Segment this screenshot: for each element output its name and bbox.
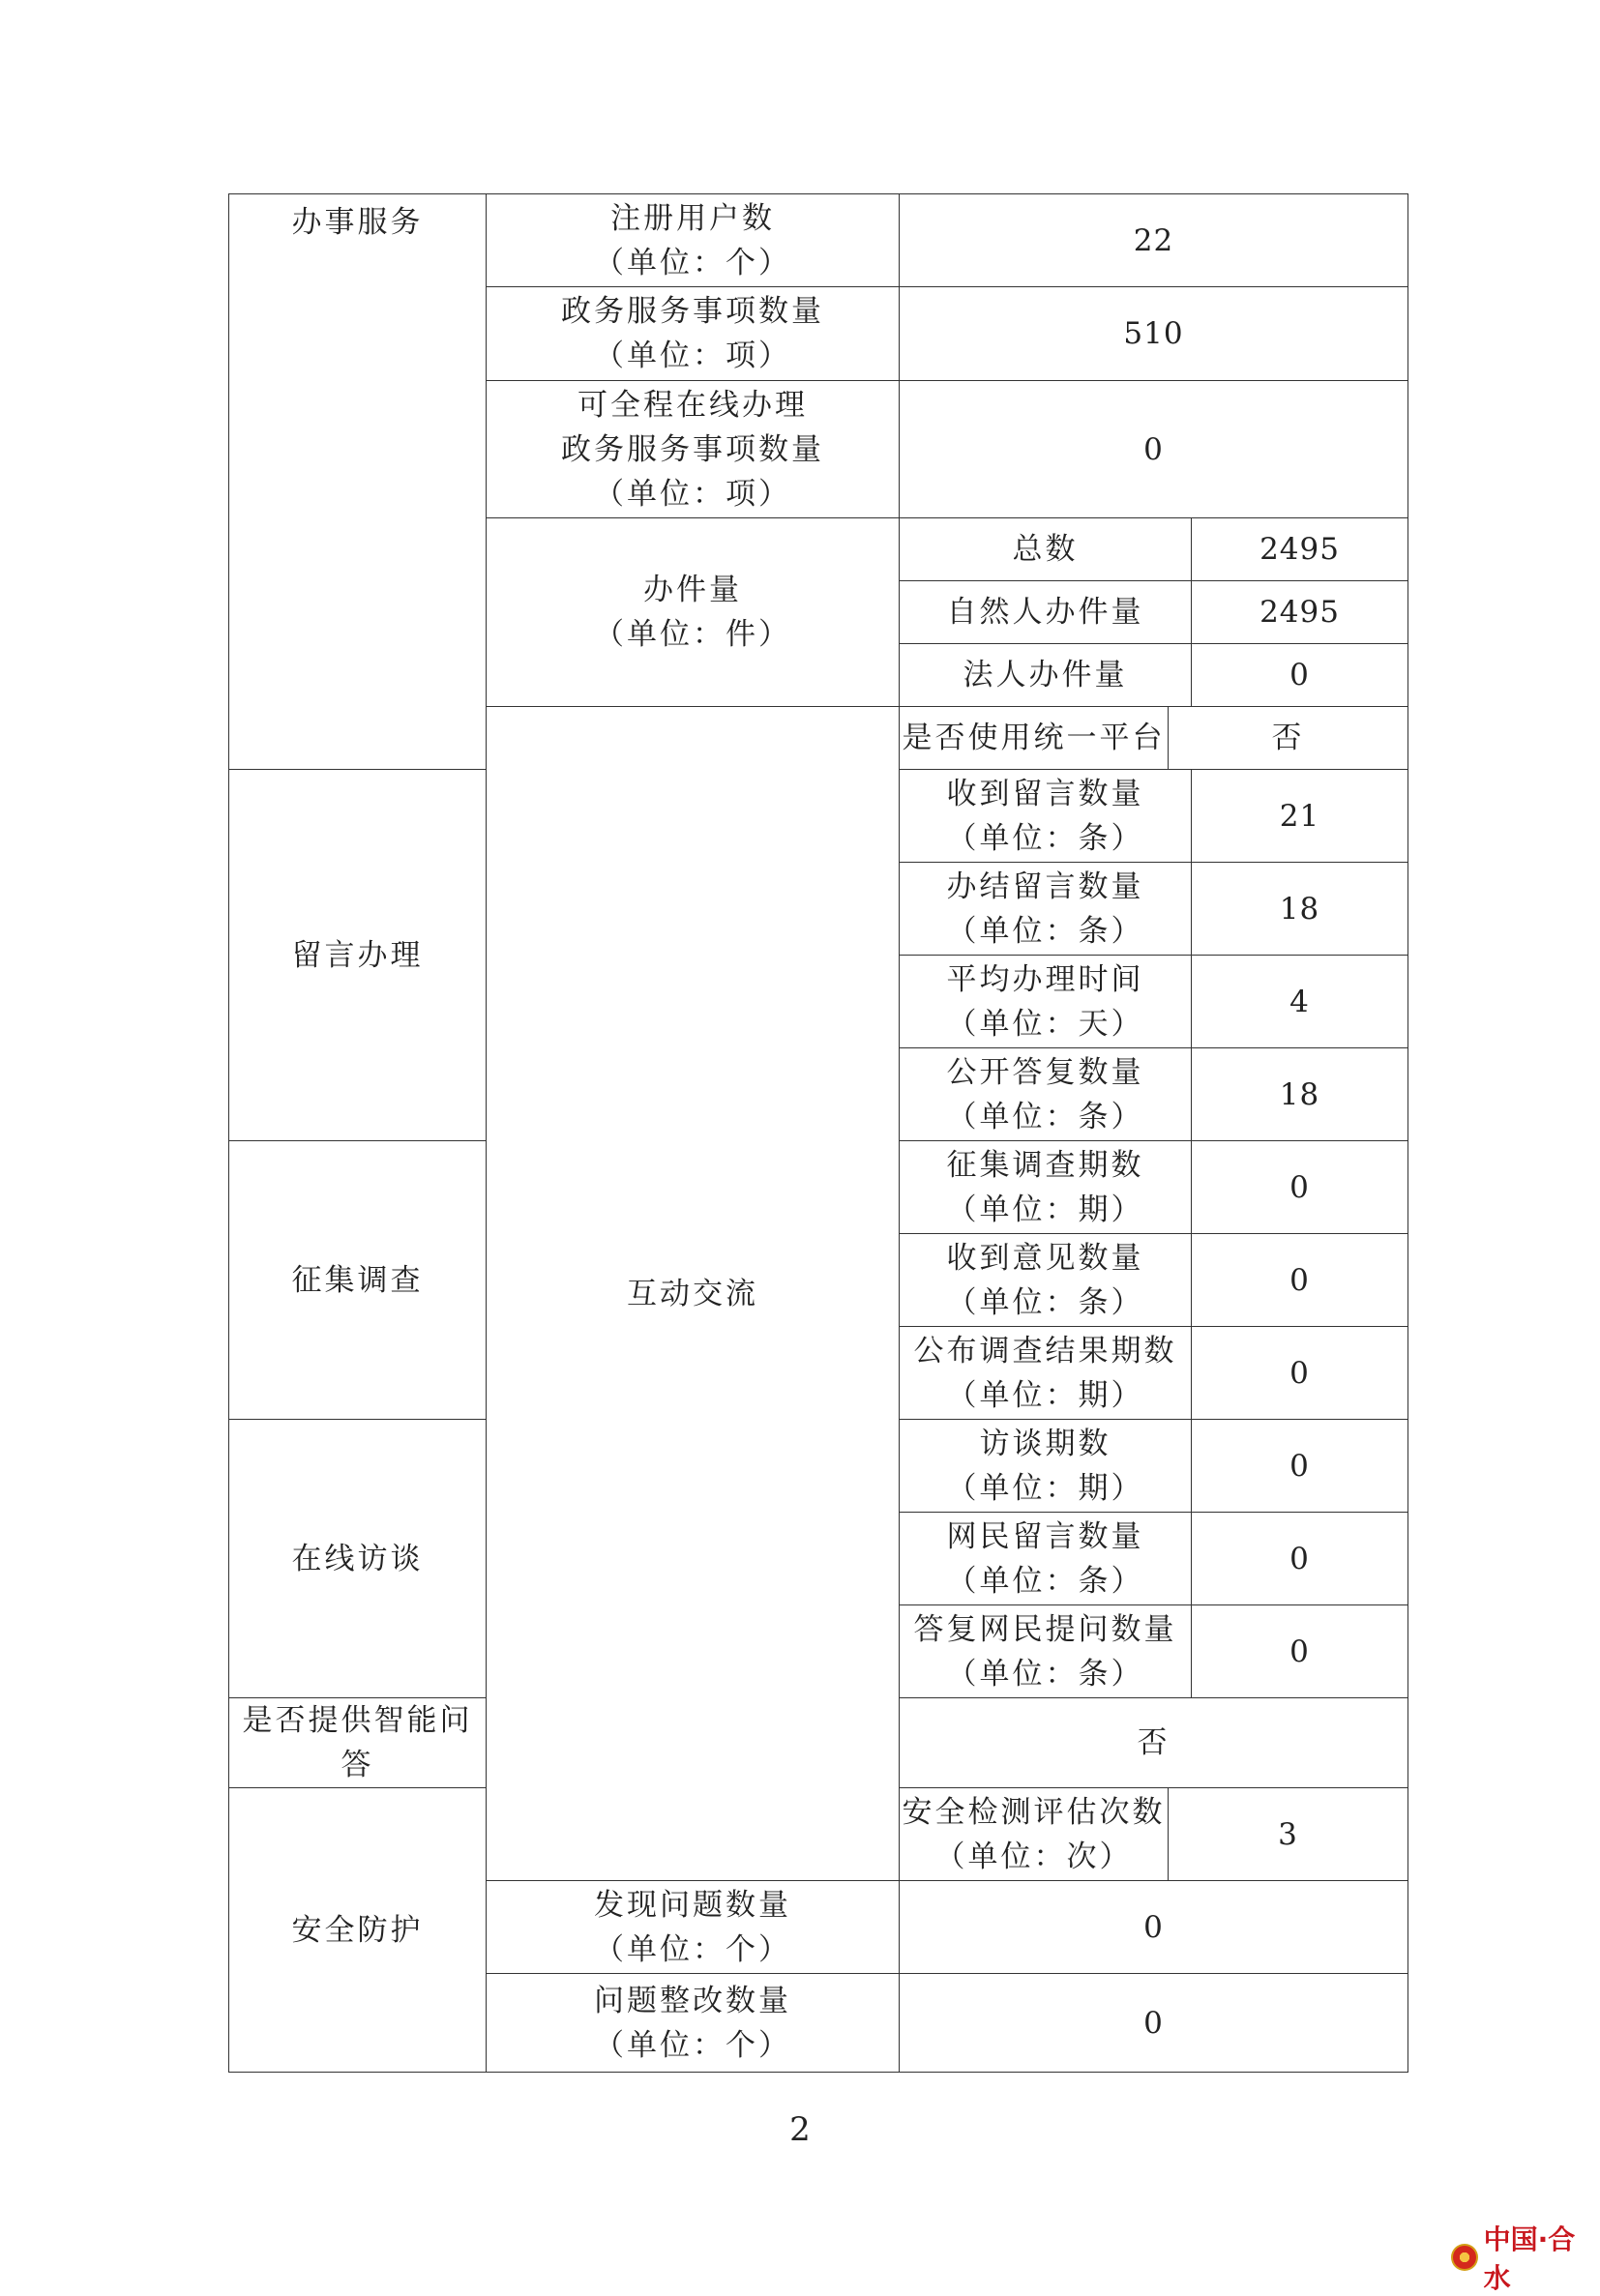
emblem-icon [1451,2244,1478,2271]
category-service: 办事服务 [229,194,487,770]
value-messages-closed: 18 [1192,863,1408,956]
label-survey-periods: 征集调查期数 （单位：期） [900,1141,1192,1234]
label-messages-received: 收到留言数量 （单位：条） [900,770,1192,863]
logo-text: 中国·合水 [1483,2223,1576,2294]
label-netizen-messages: 网民留言数量 （单位：条） [900,1513,1192,1605]
label-issues-fixed: 问题整改数量 （单位：个） [487,1974,900,2073]
value-messages-avg-time: 4 [1192,956,1408,1048]
page-number: 2 [789,2110,811,2149]
value-survey-periods: 0 [1192,1141,1408,1234]
value-online-items: 0 [900,381,1408,518]
value-unified-platform: 否 [1169,707,1408,770]
label-messages-avg-time: 平均办理时间 （单位：天） [900,956,1192,1048]
label-smart-qa: 是否提供智能问答 [229,1698,487,1788]
statistics-table [228,193,1408,2073]
value-case-total: 2495 [1192,518,1408,581]
value-smart-qa: 否 [900,1698,1408,1788]
value-issues-fixed: 0 [900,1974,1408,2073]
label-online-items: 可全程在线办理 政务服务事项数量 （单位：项） [487,381,900,518]
label-issues-found: 发现问题数量 （单位：个） [487,1881,900,1974]
value-inspections: 3 [1169,1788,1408,1881]
value-survey-results: 0 [1192,1327,1408,1420]
value-registered-users: 22 [900,194,1408,287]
label-messages-public-replies: 公开答复数量 （单位：条） [900,1048,1192,1141]
value-netizen-messages: 0 [1192,1513,1408,1605]
category-security: 安全防护 [229,1788,487,2073]
value-issues-found: 0 [900,1881,1408,1974]
label-interview-periods: 访谈期数 （单位：期） [900,1420,1192,1513]
label-service-items: 政务服务事项数量 （单位：项） [487,287,900,381]
label-case-total: 总数 [900,518,1192,581]
label-interviews: 在线访谈 [229,1420,487,1698]
label-registered-users: 注册用户数 （单位：个） [487,194,900,287]
label-case-natural: 自然人办件量 [900,581,1192,644]
site-logo [1451,2219,1600,2296]
value-service-items: 510 [900,287,1408,381]
value-case-natural: 2495 [1192,581,1408,644]
label-survey-results: 公布调查结果期数 （单位：期） [900,1327,1192,1420]
label-unified-platform: 是否使用统一平台 [900,707,1169,770]
value-answered-questions: 0 [1192,1605,1408,1698]
label-case-volume: 办件量 （单位：件） [487,518,900,707]
label-surveys: 征集调查 [229,1141,487,1420]
label-messages-closed: 办结留言数量 （单位：条） [900,863,1192,956]
label-messages: 留言办理 [229,770,487,1141]
category-interaction: 互动交流 [487,707,900,1881]
label-inspections: 安全检测评估次数 （单位：次） [900,1788,1169,1881]
value-messages-received: 21 [1192,770,1408,863]
label-survey-opinions: 收到意见数量 （单位：条） [900,1234,1192,1327]
label-case-legal: 法人办件量 [900,644,1192,707]
value-case-legal: 0 [1192,644,1408,707]
value-survey-opinions: 0 [1192,1234,1408,1327]
label-answered-questions: 答复网民提问数量 （单位：条） [900,1605,1192,1698]
value-messages-public-replies: 18 [1192,1048,1408,1141]
value-interview-periods: 0 [1192,1420,1408,1513]
